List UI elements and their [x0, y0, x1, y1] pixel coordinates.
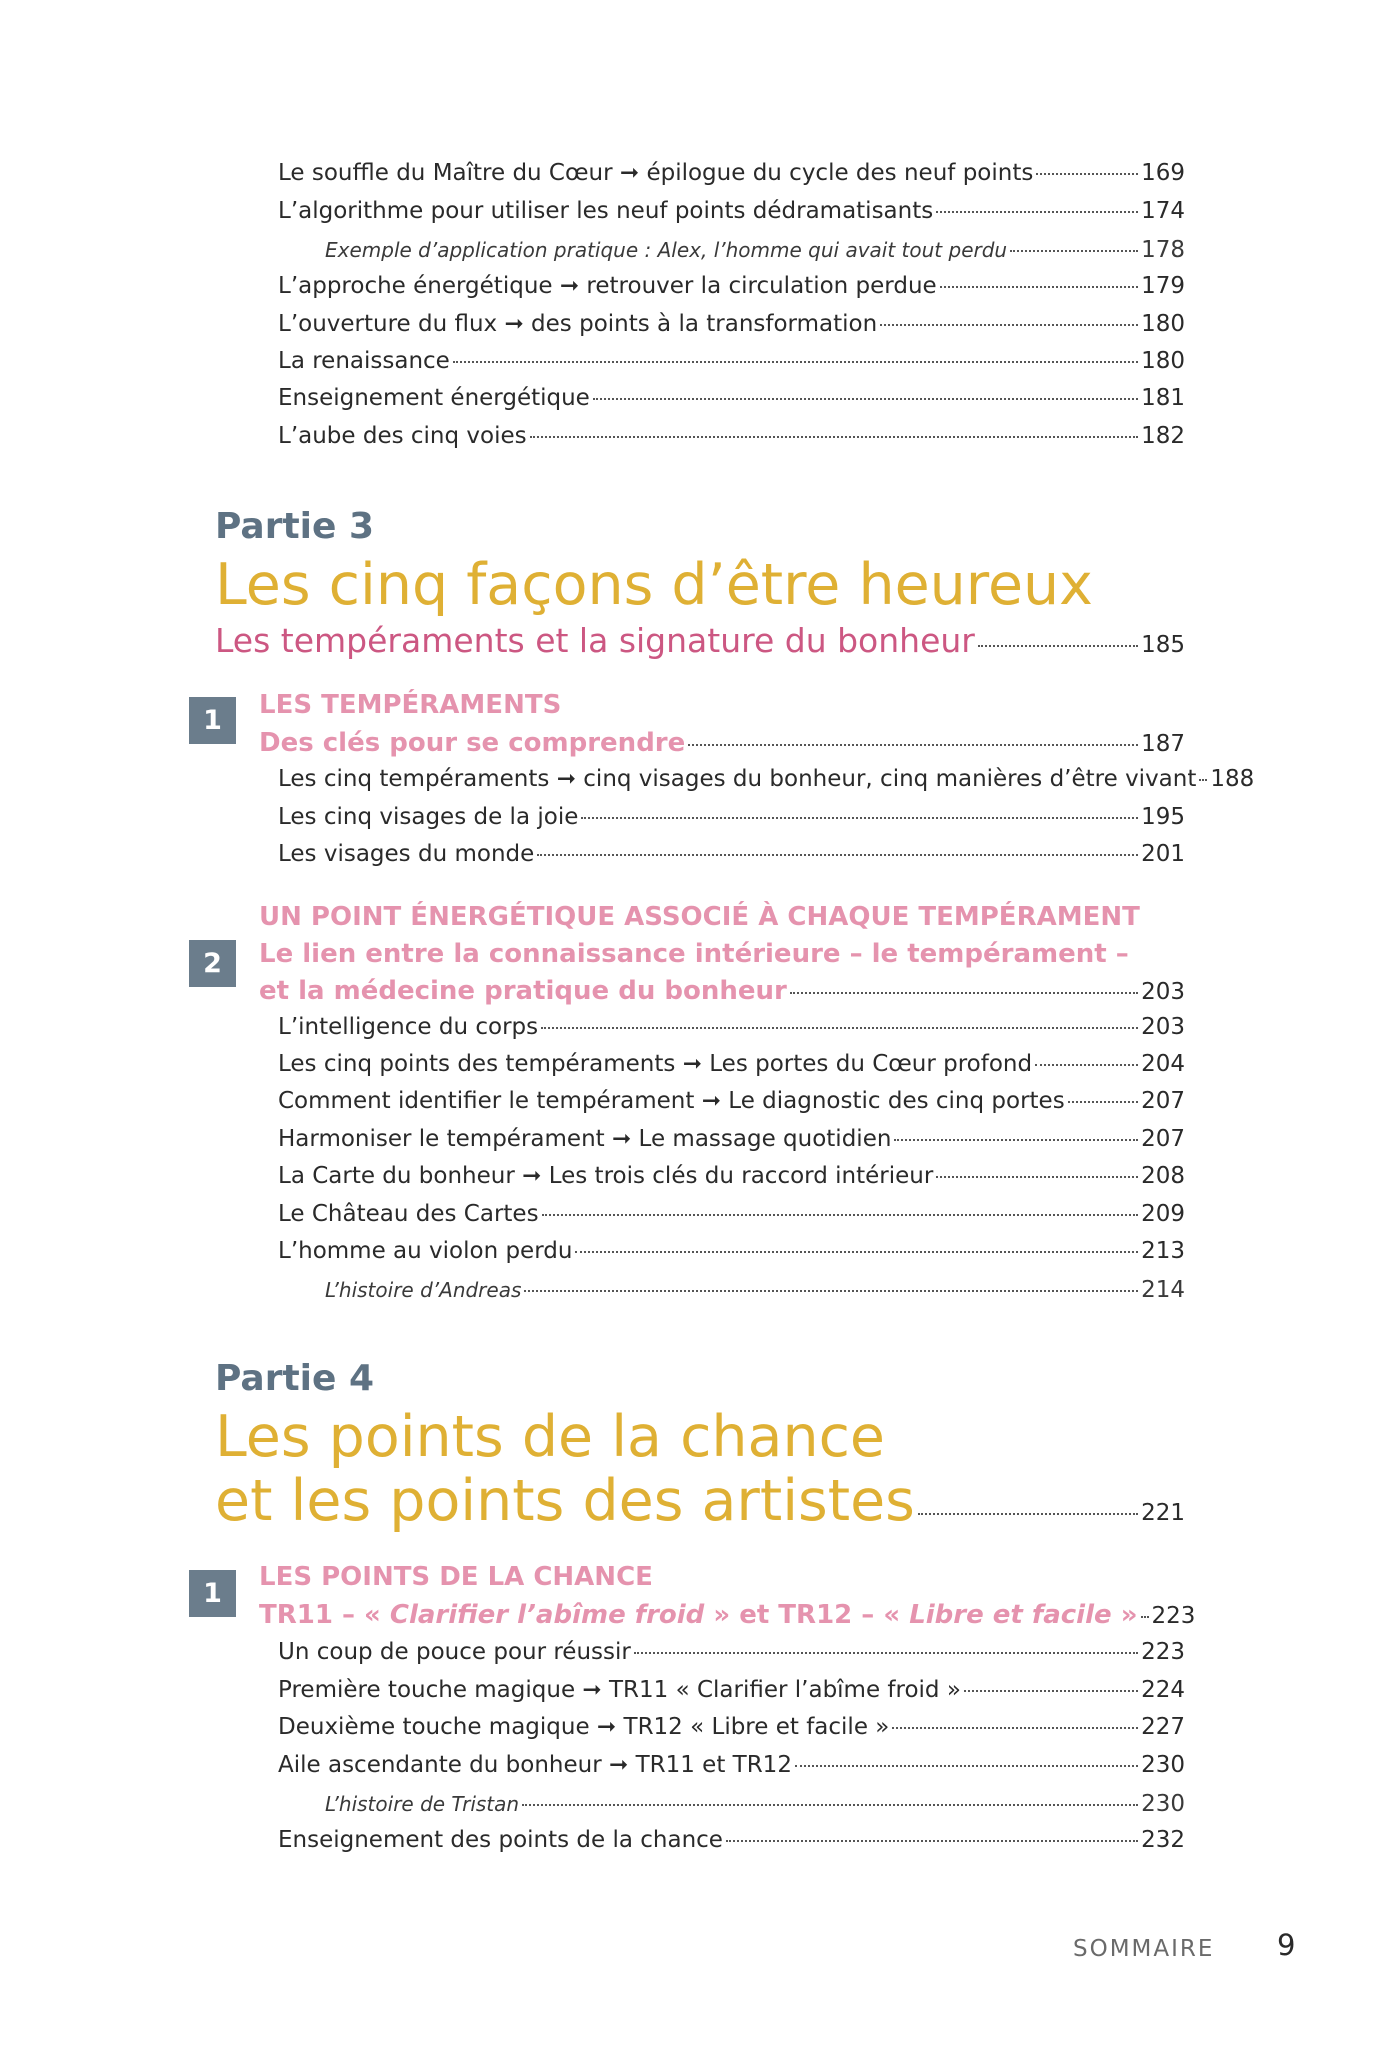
leader-dots: [940, 286, 1138, 288]
part-title: Les cinq façons d’être heureux: [215, 552, 1093, 618]
toc-entry[interactable]: Le souffle du Maître du Cœur ➞ épilogue du cycle des neuf points 169: [278, 160, 1185, 186]
toc-entry[interactable]: L’homme au violon perdu 213: [278, 1238, 1185, 1264]
leader-dots: [795, 1765, 1138, 1767]
toc-entry[interactable]: L’approche énergétique ➞ retrouver la circulation perdue 179: [278, 273, 1185, 299]
leader-dots: [524, 1290, 1138, 1292]
leader-dots: [688, 744, 1138, 746]
toc-entry[interactable]: Les cinq visages de la joie 195: [278, 804, 1185, 830]
leader-dots: [575, 1251, 1138, 1253]
toc-entry[interactable]: Enseignement énergétique 181: [278, 385, 1185, 411]
leader-dots: [726, 1840, 1138, 1842]
leader-dots: [936, 211, 1138, 213]
toc-entry[interactable]: La renaissance 180: [278, 348, 1185, 374]
leader-dots: [1010, 250, 1138, 252]
part-title-line1: Les points de la chance: [215, 1404, 886, 1470]
chapter-number-badge: 1: [189, 1570, 236, 1617]
leader-dots: [541, 1027, 1138, 1029]
part-title-line2[interactable]: et les points des artistes 221: [215, 1468, 1185, 1534]
chapter-heading: LES POINTS DE LA CHANCE: [259, 1562, 653, 1592]
leader-dots: [581, 817, 1138, 819]
leader-dots: [593, 398, 1138, 400]
toc-subentry[interactable]: Exemple d’application pratique : Alex, l’homme qui avait tout perdu 178: [325, 237, 1185, 263]
leader-dots: [542, 1214, 1139, 1216]
leader-dots: [880, 324, 1138, 326]
leader-dots: [1199, 779, 1207, 781]
leader-dots: [1141, 1616, 1149, 1618]
chapter-subheading[interactable]: et la médecine pratique du bonheur 203: [259, 976, 1185, 1006]
toc-entry[interactable]: Les cinq points des tempéraments ➞ Les portes du Cœur profond 204: [278, 1051, 1185, 1077]
toc-entry[interactable]: Les cinq tempéraments ➞ cinq visages du bonheur, cinq manières d’être vivant 188: [278, 766, 1255, 792]
toc-entry[interactable]: Deuxième touche magique ➞ TR12 « Libre et facile » 227: [278, 1714, 1185, 1740]
toc-entry[interactable]: Enseignement des points de la chance 232: [278, 1827, 1185, 1853]
part-label: Partie 3: [215, 506, 375, 547]
toc-subentry[interactable]: L’histoire de Tristan 230: [325, 1791, 1185, 1817]
toc-entry[interactable]: L’aube des cinq voies 182: [278, 423, 1185, 449]
chapter-number-badge: 2: [189, 940, 236, 987]
part-label: Partie 4: [215, 1358, 375, 1399]
leader-dots: [790, 992, 1138, 994]
chapter-number-badge: 1: [189, 697, 236, 744]
leader-dots: [936, 1176, 1138, 1178]
leader-dots: [537, 854, 1138, 856]
chapter-subheading[interactable]: Des clés pour se comprendre 187: [259, 728, 1185, 758]
toc-entry[interactable]: Un coup de pouce pour réussir 223: [278, 1639, 1185, 1665]
part-subtitle[interactable]: Les tempéraments et la signature du bonheur 185: [215, 621, 1185, 660]
leader-dots: [1068, 1101, 1138, 1103]
toc-entry[interactable]: Les visages du monde 201: [278, 841, 1185, 867]
toc-entry[interactable]: Comment identifier le tempérament ➞ Le diagnostic des cinq portes 207: [278, 1088, 1185, 1114]
toc-entry[interactable]: Aile ascendante du bonheur ➞ TR11 et TR12 230: [278, 1752, 1185, 1778]
leader-dots: [530, 436, 1138, 438]
leader-dots: [978, 645, 1138, 647]
leader-dots: [918, 1513, 1138, 1515]
toc-entry[interactable]: L’ouverture du flux ➞ des points à la transformation 180: [278, 311, 1185, 337]
toc-entry[interactable]: La Carte du bonheur ➞ Les trois clés du raccord intérieur 208: [278, 1163, 1185, 1189]
toc-entry[interactable]: L’intelligence du corps 203: [278, 1014, 1185, 1040]
chapter-subheading-line1: Le lien entre la connaissance intérieure – le tempérament –: [259, 939, 1129, 969]
toc-subentry[interactable]: L’histoire d’Andreas 214: [325, 1277, 1185, 1303]
chapter-heading: LES TEMPÉRAMENTS: [259, 690, 562, 720]
leader-dots: [522, 1804, 1138, 1806]
chapter-heading: UN POINT ÉNERGÉTIQUE ASSOCIÉ À CHAQUE TEMPÉRAMENT: [259, 902, 1140, 932]
leader-dots: [1036, 173, 1138, 175]
leader-dots: [964, 1690, 1138, 1692]
leader-dots: [634, 1652, 1138, 1654]
running-footer-label: SOMMAIRE: [1073, 1936, 1215, 1962]
toc-entry[interactable]: Première touche magique ➞ TR11 « Clarifier l’abîme froid » 224: [278, 1677, 1185, 1703]
leader-dots: [894, 1139, 1138, 1141]
leader-dots: [892, 1727, 1138, 1729]
toc-entry[interactable]: Le Château des Cartes 209: [278, 1201, 1185, 1227]
chapter-subheading[interactable]: TR11 – « Clarifier l’abîme froid » et TR12 – « Libre et facile » 223: [259, 1600, 1196, 1630]
page-number: 9: [1277, 1928, 1296, 1962]
leader-dots: [1035, 1064, 1138, 1066]
leader-dots: [453, 361, 1138, 363]
toc-entry[interactable]: Harmoniser le tempérament ➞ Le massage quotidien 207: [278, 1126, 1185, 1152]
toc-entry[interactable]: L’algorithme pour utiliser les neuf points dédramatisants 174: [278, 198, 1185, 224]
